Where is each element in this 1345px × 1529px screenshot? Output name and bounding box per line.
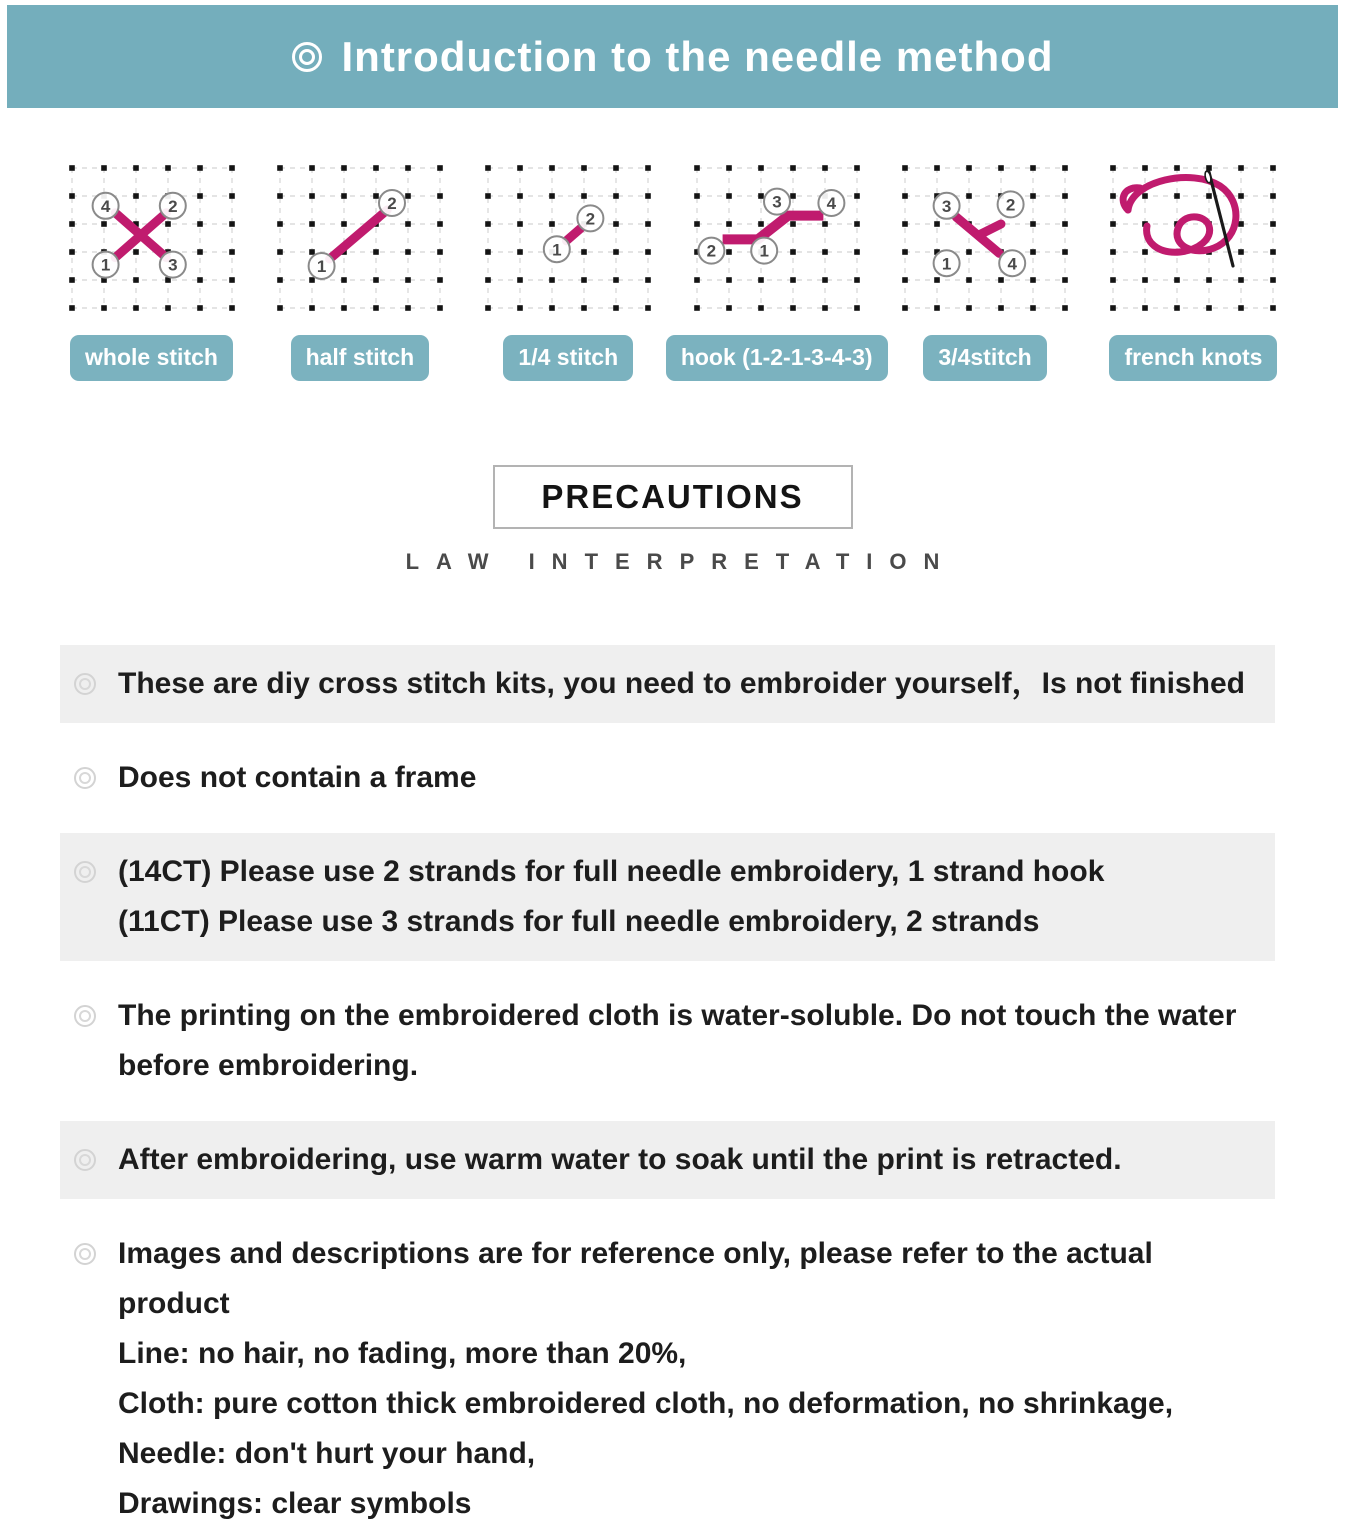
svg-text:2: 2 — [167, 196, 178, 216]
precaution-text — [118, 753, 476, 803]
stitch-diagrams-row — [0, 162, 1345, 381]
precautions-title-box — [493, 465, 853, 529]
svg-text:2: 2 — [387, 194, 397, 214]
precaution-line: Does not contain a frame — [118, 760, 477, 794]
svg-text:1: 1 — [100, 255, 110, 275]
precaution-line: Drawings: clear symbols — [118, 1486, 472, 1520]
bullet-ring-icon — [74, 1149, 96, 1171]
svg-text:1: 1 — [552, 240, 562, 260]
precaution-item — [60, 1121, 1275, 1199]
stitch-label: half stitch — [291, 335, 430, 381]
svg-text:3: 3 — [167, 255, 178, 275]
precaution-text — [118, 991, 1236, 1091]
precaution-line: Line: no hair, no fading, more than 20%, — [118, 1336, 687, 1370]
precaution-line: These are diy cross stitch kits, you need to embroider yourself，Is not finished — [118, 666, 1245, 700]
bullseye-icon — [292, 42, 322, 72]
precaution-line: (11CT) Please use 3 strands for full needle embroidery, 2 strands — [118, 904, 1040, 938]
stitch-label: 3/4stitch — [923, 335, 1046, 381]
stitch-diagram-1-4-stitch — [481, 162, 656, 381]
svg-text:2: 2 — [706, 241, 716, 261]
svg-text:2: 2 — [1005, 195, 1016, 215]
precaution-line: Needle: don't hurt your hand, — [118, 1436, 536, 1470]
precaution-line: Cloth: pure cotton thick embroidered cloth, no deformation, no shrinkage, — [118, 1386, 1174, 1420]
header-banner — [7, 5, 1338, 108]
stitch-diagram-3-4stitch — [898, 162, 1073, 381]
svg-text:4: 4 — [1007, 254, 1017, 274]
bullet-ring-icon — [74, 1005, 96, 1027]
stitch-grid-graphic — [483, 162, 653, 318]
product-info-sheet — [0, 5, 1345, 1520]
svg-text:3: 3 — [771, 192, 782, 212]
precaution-text — [118, 1229, 1259, 1529]
precaution-list — [60, 645, 1275, 1529]
stitch-grid-graphic — [1108, 162, 1278, 318]
bullet-ring-icon — [74, 1243, 96, 1265]
svg-text:4: 4 — [100, 196, 110, 216]
stitch-grid-graphic — [900, 162, 1070, 318]
precaution-item — [60, 1229, 1275, 1529]
stitch-diagram-whole-stitch — [64, 162, 239, 381]
svg-text:3: 3 — [941, 196, 952, 216]
bullet-ring-icon — [74, 673, 96, 695]
stitch-label: french knots — [1109, 335, 1277, 381]
stitch-label: whole stitch — [70, 335, 233, 381]
stitch-grid-graphic — [692, 162, 862, 318]
precaution-item — [60, 991, 1275, 1091]
precaution-line: The printing on the embroidered cloth is water-soluble. Do not touch the water — [118, 998, 1237, 1032]
precaution-line: After embroidering, use warm water to soak until the print is retracted. — [118, 1142, 1122, 1176]
svg-text:1: 1 — [316, 257, 327, 277]
stitch-label: hook (1-2-1-3-4-3) — [666, 335, 888, 381]
svg-text:1: 1 — [759, 241, 769, 261]
svg-text:4: 4 — [826, 194, 836, 214]
precaution-item — [60, 645, 1275, 723]
precaution-line: before embroidering. — [118, 1048, 419, 1082]
precaution-text — [118, 659, 1245, 709]
stitch-diagram-half-stitch — [272, 162, 447, 381]
page-title: Introduction to the needle method — [341, 32, 1054, 80]
stitch-diagram-french-knots — [1106, 162, 1281, 381]
precaution-line: Images and descriptions are for reference only, please refer to the actual product — [118, 1236, 1153, 1320]
precautions-title: PRECAUTIONS — [541, 477, 804, 515]
bullet-ring-icon — [74, 861, 96, 883]
stitch-grid-graphic — [67, 162, 237, 318]
precaution-line: (14CT) Please use 2 strands for full needle embroidery, 1 strand hook — [118, 854, 1105, 888]
precaution-text — [118, 847, 1104, 947]
law-interpretation-subtitle: LAW INTERPRETATION — [405, 548, 957, 574]
svg-text:2: 2 — [585, 209, 596, 229]
precaution-text — [118, 1135, 1122, 1185]
stitch-label: 1/4 stitch — [503, 335, 633, 381]
bullet-ring-icon — [74, 767, 96, 789]
stitch-grid-graphic — [275, 162, 445, 318]
precaution-item — [60, 833, 1275, 961]
precaution-item — [60, 753, 1275, 803]
svg-text:1: 1 — [941, 254, 952, 274]
stitch-diagram-hook-1-2-1-3-4-3 — [680, 162, 873, 381]
